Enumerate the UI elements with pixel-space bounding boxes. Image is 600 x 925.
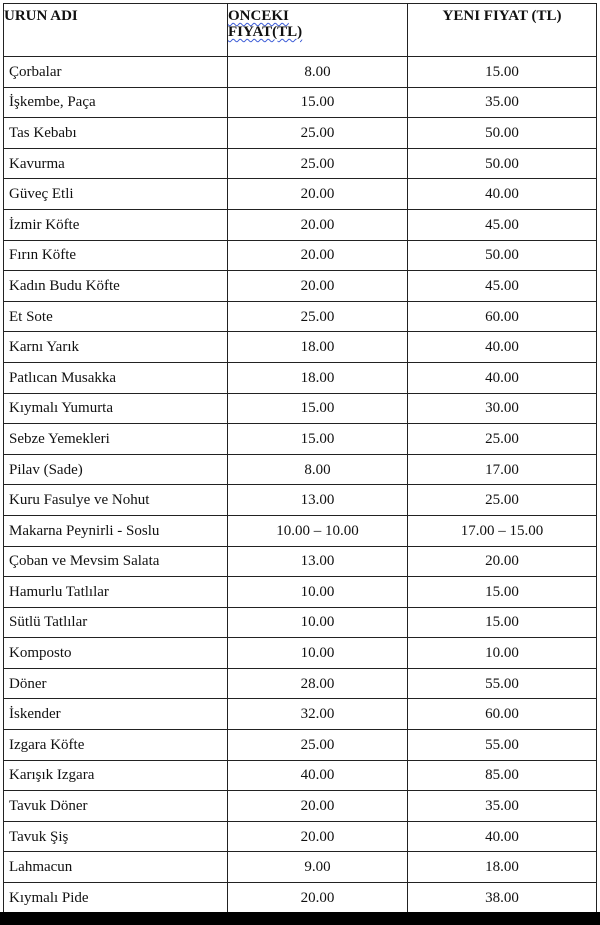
table-row [4, 148, 597, 179]
product-name-cell: Sütlü Tatlılar [4, 607, 228, 638]
table-row [4, 883, 597, 914]
product-name-cell: Patlıcan Musakka [4, 362, 228, 393]
old-price-cell: 15.00 [228, 393, 408, 424]
old-price-cell: 20.00 [228, 791, 408, 822]
bottom-border-bar [0, 912, 600, 925]
old-price-cell: 25.00 [228, 730, 408, 761]
old-price-cell: 9.00 [228, 852, 408, 883]
new-price-cell: 40.00 [408, 332, 597, 363]
product-name-cell: Fırın Köfte [4, 240, 228, 271]
table-row [4, 638, 597, 669]
table-row [4, 760, 597, 791]
product-name-cell: Kıymalı Pide [4, 883, 228, 914]
old-price-cell: 8.00 [228, 454, 408, 485]
new-price-cell: 15.00 [408, 577, 597, 608]
product-name-cell: Karnı Yarık [4, 332, 228, 363]
table-row [4, 209, 597, 240]
product-name-cell: Karışık Izgara [4, 760, 228, 791]
new-price-cell: 35.00 [408, 87, 597, 118]
table-row [4, 332, 597, 363]
new-price-cell: 60.00 [408, 699, 597, 730]
old-price-cell: 13.00 [228, 546, 408, 577]
product-name-cell: Pilav (Sade) [4, 454, 228, 485]
new-price-cell: 20.00 [408, 546, 597, 577]
new-price-cell: 10.00 [408, 638, 597, 669]
product-name-cell: Izgara Köfte [4, 730, 228, 761]
new-price-cell: 35.00 [408, 791, 597, 822]
product-name-cell: Çorbalar [4, 57, 228, 88]
product-name-cell: Kıymalı Yumurta [4, 393, 228, 424]
old-price-cell: 25.00 [228, 301, 408, 332]
new-price-cell: 55.00 [408, 730, 597, 761]
old-price-cell: 20.00 [228, 240, 408, 271]
table-row [4, 271, 597, 302]
product-name-cell: Kuru Fasulye ve Nohut [4, 485, 228, 516]
old-price-cell: 10.00 [228, 638, 408, 669]
old-price-cell: 20.00 [228, 821, 408, 852]
table-row [4, 485, 597, 516]
product-name-cell: İskender [4, 699, 228, 730]
new-price-cell: 55.00 [408, 668, 597, 699]
table-row [4, 301, 597, 332]
new-price-cell: 25.00 [408, 424, 597, 455]
old-price-cell: 10.00 [228, 577, 408, 608]
table-row [4, 393, 597, 424]
old-price-header-line2: FIYAT(TL) [228, 24, 303, 40]
table-row [4, 179, 597, 210]
product-name-header: URUN ADI [4, 4, 228, 57]
new-price-header: YENI FIYAT (TL) [408, 4, 597, 57]
old-price-cell: 15.00 [228, 424, 408, 455]
table-body [4, 57, 597, 914]
old-price-cell: 8.00 [228, 57, 408, 88]
new-price-cell: 50.00 [408, 148, 597, 179]
old-price-cell: 20.00 [228, 209, 408, 240]
old-price-cell: 18.00 [228, 332, 408, 363]
product-name-cell: Makarna Peynirli - Soslu [4, 515, 228, 546]
old-price-cell: 15.00 [228, 87, 408, 118]
header-row [4, 4, 597, 57]
new-price-cell: 17.00 [408, 454, 597, 485]
new-price-cell: 25.00 [408, 485, 597, 516]
old-price-cell: 32.00 [228, 699, 408, 730]
table-row [4, 240, 597, 271]
old-price-header-line1: ONCEKI [228, 8, 289, 24]
table-row [4, 821, 597, 852]
old-price-cell: 20.00 [228, 271, 408, 302]
table-row [4, 852, 597, 883]
new-price-cell: 18.00 [408, 852, 597, 883]
table-row [4, 699, 597, 730]
new-price-cell: 38.00 [408, 883, 597, 914]
new-price-cell: 45.00 [408, 271, 597, 302]
product-name-cell: Tavuk Şiş [4, 821, 228, 852]
table-row [4, 118, 597, 149]
product-name-cell: Sebze Yemekleri [4, 424, 228, 455]
new-price-cell: 40.00 [408, 179, 597, 210]
new-price-cell: 50.00 [408, 240, 597, 271]
new-price-cell: 30.00 [408, 393, 597, 424]
old-price-cell: 28.00 [228, 668, 408, 699]
table-row [4, 668, 597, 699]
new-price-cell: 15.00 [408, 57, 597, 88]
old-price-cell: 25.00 [228, 148, 408, 179]
product-name-cell: Hamurlu Tatlılar [4, 577, 228, 608]
old-price-header [228, 4, 408, 57]
old-price-cell: 40.00 [228, 760, 408, 791]
product-name-cell: İşkembe, Paça [4, 87, 228, 118]
product-name-cell: Kadın Budu Köfte [4, 271, 228, 302]
product-name-cell: Tavuk Döner [4, 791, 228, 822]
table-row [4, 730, 597, 761]
table-row [4, 57, 597, 88]
product-name-cell: Tas Kebabı [4, 118, 228, 149]
new-price-cell: 15.00 [408, 607, 597, 638]
old-price-cell: 25.00 [228, 118, 408, 149]
product-name-cell: Lahmacun [4, 852, 228, 883]
new-price-cell: 50.00 [408, 118, 597, 149]
old-price-cell: 20.00 [228, 883, 408, 914]
new-price-cell: 60.00 [408, 301, 597, 332]
table-row [4, 362, 597, 393]
new-price-cell: 85.00 [408, 760, 597, 791]
table-row [4, 577, 597, 608]
new-price-cell: 40.00 [408, 362, 597, 393]
table-row [4, 87, 597, 118]
table-row [4, 546, 597, 577]
new-price-cell: 40.00 [408, 821, 597, 852]
new-price-cell: 17.00 – 15.00 [408, 515, 597, 546]
table-row [4, 791, 597, 822]
price-table [3, 3, 597, 914]
product-name-cell: Kavurma [4, 148, 228, 179]
old-price-cell: 20.00 [228, 179, 408, 210]
product-name-cell: Döner [4, 668, 228, 699]
old-price-cell: 10.00 – 10.00 [228, 515, 408, 546]
table-row [4, 515, 597, 546]
product-name-cell: Komposto [4, 638, 228, 669]
table-row [4, 454, 597, 485]
table-row [4, 607, 597, 638]
product-name-cell: Çoban ve Mevsim Salata [4, 546, 228, 577]
product-name-cell: Et Sote [4, 301, 228, 332]
old-price-cell: 18.00 [228, 362, 408, 393]
old-price-cell: 13.00 [228, 485, 408, 516]
old-price-cell: 10.00 [228, 607, 408, 638]
table-row [4, 424, 597, 455]
product-name-cell: Güveç Etli [4, 179, 228, 210]
product-name-cell: İzmir Köfte [4, 209, 228, 240]
new-price-cell: 45.00 [408, 209, 597, 240]
